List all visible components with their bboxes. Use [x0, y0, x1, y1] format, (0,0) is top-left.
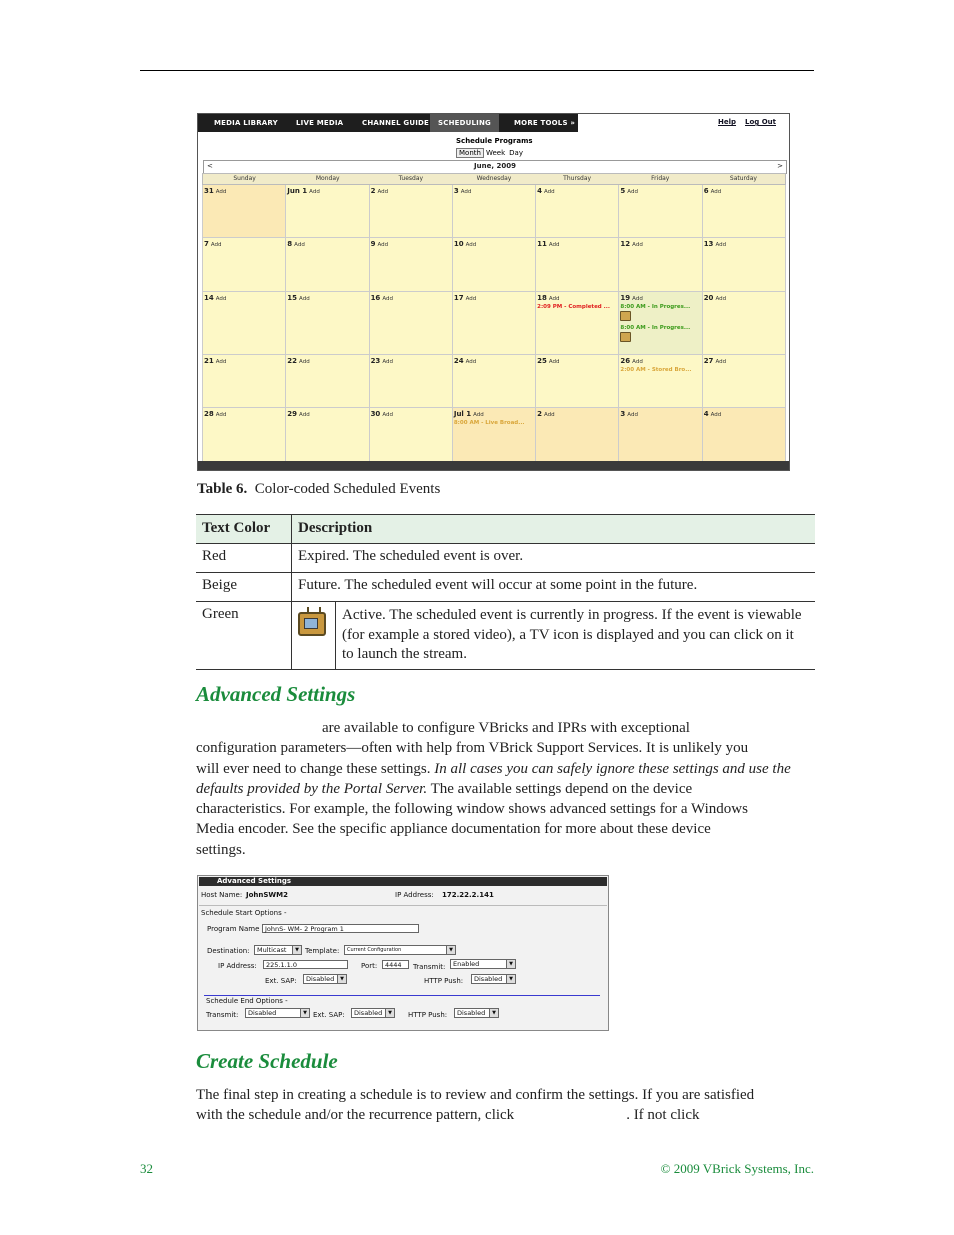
day-of-week-label: Monday	[315, 175, 340, 182]
add-event-link[interactable]: Add	[715, 296, 727, 302]
day-number: 18	[537, 294, 547, 302]
divider	[199, 905, 607, 906]
calendar-week-row	[202, 238, 786, 292]
footer-link[interactable]: Priority Alert	[698, 472, 740, 478]
add-event-link[interactable]: Add	[465, 296, 477, 302]
tv-icon	[298, 612, 326, 636]
calendar-day-cell[interactable]	[619, 238, 702, 292]
day-of-week-label: Saturday	[729, 175, 757, 182]
day-number: 6	[703, 187, 709, 195]
month-grid	[202, 173, 786, 464]
transmit-label: Transmit:	[413, 963, 446, 971]
calendar-day-cell[interactable]	[203, 408, 286, 464]
day-number: 13	[703, 240, 714, 248]
calendar-day-cell[interactable]	[619, 355, 702, 408]
view-week-button[interactable]: Week	[485, 149, 506, 157]
day-number: 2	[537, 410, 542, 418]
para-line: The final step in creating a schedule is to review and confirm the settings. If you are satisfied	[196, 1087, 755, 1103]
day-number: 30	[370, 410, 381, 418]
add-event-link[interactable]: Add	[215, 296, 227, 302]
scheduled-event[interactable]: 2:09 PM - Completed ...	[537, 304, 610, 310]
table-row	[196, 544, 815, 573]
chevron-down-icon: ▼	[292, 946, 301, 954]
host-name-label: Host Name:	[201, 891, 243, 899]
ip-address-label: IP Address:	[395, 891, 434, 899]
header-description: Description	[292, 515, 816, 544]
calendar-day-cell[interactable]	[703, 292, 786, 355]
day-of-week-header	[202, 173, 786, 185]
day-number: 4	[537, 187, 542, 195]
tv-icon-cell	[292, 602, 336, 670]
day-number: 19	[620, 294, 631, 302]
para-line	[196, 1105, 816, 1125]
link-separator: |	[741, 472, 744, 478]
add-event-link[interactable]: Add	[473, 412, 484, 418]
calendar-day-cell[interactable]	[370, 292, 453, 355]
end-transmit-label: Transmit:	[206, 1011, 239, 1019]
day-number: 4	[703, 410, 709, 418]
advanced-settings-paragraph	[196, 718, 816, 860]
view-day-button[interactable]: Day	[509, 149, 523, 157]
day-number: 25	[537, 357, 547, 365]
host-name-value: JohnSWM2	[246, 891, 288, 899]
calendar-day-cell[interactable]	[203, 355, 286, 408]
chevron-down-icon: ▼	[446, 946, 455, 954]
add-event-link[interactable]: Add	[377, 242, 389, 248]
day-number: Jul 1	[453, 410, 472, 418]
footer-link[interactable]: Help	[745, 472, 760, 478]
add-event-link[interactable]: Add	[627, 412, 638, 418]
calendar-day-cell[interactable]	[453, 238, 536, 292]
ip-address-input[interactable]: 225.1.1.0	[263, 960, 348, 969]
end-ext-sap-label: Ext. SAP:	[313, 1011, 345, 1019]
chevron-down-icon: ▼	[506, 960, 515, 968]
month-navigation	[203, 160, 787, 174]
logout-link[interactable]: Log Out	[745, 118, 776, 126]
end-options-label: Schedule End Options -	[206, 997, 288, 1005]
transmit-value: Enabled	[453, 960, 480, 968]
calendar-day-cell[interactable]	[203, 292, 286, 355]
calendar-day-cell[interactable]	[286, 408, 369, 464]
add-event-link[interactable]: Add	[548, 242, 560, 248]
day-number: 5	[620, 187, 626, 195]
footer-link[interactable]: Live Media	[407, 472, 441, 478]
section-divider	[204, 995, 600, 996]
calendar-day-cell[interactable]	[536, 185, 619, 238]
calendar-day-cell[interactable]	[453, 292, 536, 355]
calendar-day-cell[interactable]	[203, 238, 286, 292]
add-event-link[interactable]: Add	[382, 359, 393, 365]
advanced-settings-heading: Advanced Settings	[196, 682, 356, 706]
link-separator: |	[761, 472, 764, 478]
day-number: 10	[453, 240, 464, 248]
add-event-link[interactable]: Add	[715, 242, 727, 248]
day-number: 21	[204, 357, 214, 365]
para-text: The available settings depend on the device	[430, 780, 693, 797]
calendar-week-row	[202, 185, 786, 238]
calendar-day-cell[interactable]	[286, 355, 369, 408]
schedule-calendar-screenshot	[197, 113, 790, 478]
add-event-link[interactable]: Add	[215, 359, 227, 365]
create-schedule-paragraph	[196, 1085, 816, 1126]
add-event-link[interactable]: Add	[465, 359, 477, 365]
advanced-settings-screenshot	[197, 875, 609, 1031]
end-transmit-select[interactable]	[245, 1008, 310, 1018]
footer-link[interactable]: Create Presentation	[538, 472, 601, 478]
help-link[interactable]: Help	[718, 118, 737, 126]
tab-more-tools[interactable]: MORE TOOLS »	[514, 119, 576, 127]
ip-address-value: 172.22.2.141	[442, 891, 494, 899]
add-event-link[interactable]: Add	[215, 412, 227, 418]
add-event-link[interactable]: Add	[299, 359, 310, 365]
day-number: 24	[453, 357, 464, 365]
end-http-push-value: Disabled	[457, 1009, 486, 1017]
calendar-day-cell[interactable]	[536, 355, 619, 408]
add-event-link[interactable]: Add	[382, 412, 393, 418]
end-http-push-select[interactable]	[454, 1008, 499, 1018]
calendar-day-cell[interactable]	[370, 408, 453, 464]
calendar-day-cell[interactable]	[453, 185, 536, 238]
day-number: 12	[620, 240, 631, 248]
add-event-link[interactable]: Add	[710, 412, 722, 418]
link-separator: |	[493, 472, 496, 478]
end-http-push-label: HTTP Push:	[408, 1011, 448, 1019]
add-event-link[interactable]: Add	[299, 296, 310, 302]
link-separator: |	[668, 472, 671, 478]
chevron-down-icon: ▼	[300, 1009, 309, 1017]
calendar-day-cell[interactable]	[619, 185, 702, 238]
end-transmit-value: Disabled	[248, 1009, 277, 1017]
add-event-link[interactable]: Add	[544, 412, 555, 418]
advanced-settings-titlebar: Advanced Settings	[199, 877, 607, 886]
day-number: 31	[204, 187, 214, 195]
calendar-day-cell[interactable]	[370, 238, 453, 292]
header-text-color: Text Color	[196, 515, 292, 544]
para-text: will ever need to change these settings.	[196, 760, 431, 777]
day-number: 2	[370, 187, 376, 195]
link-separator: |	[631, 472, 634, 478]
add-event-link[interactable]: Add	[632, 296, 643, 302]
calendar-day-cell[interactable]	[703, 408, 786, 464]
destination-value: Multicast	[257, 946, 287, 954]
day-number: 26	[620, 357, 631, 365]
prev-month-button[interactable]: <	[207, 162, 213, 170]
day-of-week-label: Friday	[651, 175, 670, 182]
add-event-link[interactable]: Add	[309, 189, 320, 195]
calendar-day-cell[interactable]	[286, 292, 369, 355]
add-event-link[interactable]: Add	[544, 189, 555, 195]
calendar-week-row	[202, 408, 786, 464]
calendar-day-cell[interactable]	[703, 238, 786, 292]
port-input[interactable]: 4444	[382, 960, 409, 969]
para-line: Media encoder. See the specific appliance documentation for more about these device	[196, 821, 711, 838]
month-label: June, 2009	[474, 162, 516, 170]
calendar-day-cell[interactable]	[286, 238, 369, 292]
http-push-value: Disabled	[474, 975, 503, 983]
footer-link[interactable]: Add Video	[635, 472, 667, 478]
calendar-day-cell[interactable]	[370, 355, 453, 408]
ip-label: IP Address:	[218, 962, 257, 970]
footer-link[interactable]: Playlist	[606, 472, 630, 478]
para-line	[196, 759, 816, 779]
http-push-label: HTTP Push:	[424, 977, 464, 985]
add-event-link[interactable]: Add	[460, 189, 472, 195]
day-of-week-label: Thursday	[563, 175, 592, 182]
schedule-programs-title: Schedule Programs	[456, 137, 533, 145]
calendar-day-cell[interactable]	[453, 408, 536, 464]
add-event-link[interactable]: Add	[299, 412, 310, 418]
scheduled-event[interactable]: 2:00 AM - Stored Bro...	[620, 367, 692, 373]
chevron-down-icon: ▼	[489, 1009, 498, 1017]
add-event-link[interactable]: Add	[210, 242, 222, 248]
tv-icon[interactable]	[620, 311, 631, 321]
day-number: 8	[287, 240, 293, 248]
day-number: 23	[370, 357, 381, 365]
calendar-day-cell[interactable]	[370, 185, 453, 238]
end-ext-sap-select[interactable]	[351, 1008, 395, 1018]
top-nav-bar	[198, 114, 789, 132]
row-color: Red	[196, 544, 292, 573]
chevron-down-icon: ▼	[337, 975, 346, 983]
day-number: 20	[703, 294, 714, 302]
para-line: configuration parameters—often with help from VBrick Support Services. It is unlikely you	[196, 740, 749, 757]
add-event-link[interactable]: Add	[548, 359, 560, 365]
add-event-link[interactable]: Add	[548, 296, 560, 302]
day-number: 16	[370, 294, 381, 302]
calendar-day-cell[interactable]	[286, 185, 369, 238]
copyright: © 2009 VBrick Systems, Inc.	[660, 1161, 814, 1176]
day-number: Jun 1	[287, 187, 308, 195]
row-description: Active. The scheduled event is currently in progress. If the event is viewable (for example a stored video), a TV icon is displayed and you can click on it to launch the stream.	[336, 602, 816, 670]
add-event-link[interactable]: Add	[632, 359, 643, 365]
link-separator: |	[403, 472, 406, 478]
para-line: settings.	[196, 841, 246, 858]
scheduled-event[interactable]: 8:00 AM - In Progres...	[620, 325, 691, 331]
day-number: 22	[287, 357, 298, 365]
calendar-day-cell[interactable]	[619, 408, 702, 464]
day-number: 3	[453, 187, 459, 195]
table-caption	[197, 481, 440, 498]
destination-select[interactable]	[254, 945, 302, 955]
day-of-week-label: Sunday	[233, 175, 256, 182]
color-coded-events-table	[196, 514, 815, 670]
ext-sap-label: Ext. SAP:	[265, 977, 297, 985]
add-event-link[interactable]: Add	[465, 242, 477, 248]
calendar-day-cell[interactable]	[536, 292, 619, 355]
tab-channel-guide[interactable]: CHANNEL GUIDE	[362, 119, 430, 127]
tab-media-library[interactable]: MEDIA LIBRARY	[214, 119, 278, 127]
calendar-day-cell[interactable]	[703, 355, 786, 408]
para-text: . If not click	[626, 1107, 700, 1124]
end-ext-sap-value: Disabled	[354, 1009, 383, 1017]
destination-label: Destination:	[207, 947, 250, 955]
calendar-day-cell[interactable]	[619, 292, 702, 355]
ext-sap-select[interactable]	[303, 974, 347, 984]
day-number: 14	[204, 294, 214, 302]
tab-scheduling[interactable]: SCHEDULING	[430, 114, 499, 132]
day-number: 3	[620, 410, 626, 418]
day-number: 7	[204, 240, 209, 248]
chevron-down-icon: ▼	[385, 1009, 394, 1017]
table-row	[196, 573, 815, 602]
day-of-week-label: Tuesday	[398, 175, 424, 182]
row-description: Future. The scheduled event will occur at some point in the future.	[292, 573, 816, 602]
port-label: Port:	[361, 962, 378, 970]
calendar-week-row	[202, 355, 786, 408]
page-number: 32	[140, 1161, 153, 1176]
calendar-day-cell[interactable]	[703, 185, 786, 238]
table-caption-text: Color-coded Scheduled Events	[254, 481, 441, 497]
start-options-label: Schedule Start Options -	[201, 909, 287, 917]
template-value: Current Configuration	[347, 947, 402, 953]
footer-link[interactable]: Channel Guide	[446, 472, 492, 478]
nav-right-area	[578, 114, 789, 132]
add-event-link[interactable]: Add	[377, 189, 389, 195]
day-number: 17	[453, 294, 464, 302]
table-row	[196, 602, 815, 670]
calendar-day-cell[interactable]	[453, 355, 536, 408]
link-separator: |	[694, 472, 697, 478]
table-caption-label: Table 6.	[197, 481, 248, 497]
para-line: characteristics. For example, the following window shows advanced settings for a Windows	[196, 801, 748, 818]
add-event-link[interactable]: Add	[632, 242, 643, 248]
next-month-button[interactable]: >	[777, 162, 783, 170]
day-number: 28	[204, 410, 214, 418]
day-number: 9	[370, 240, 376, 248]
day-number: 11	[537, 240, 547, 248]
chevron-down-icon: ▼	[506, 975, 515, 983]
add-event-link[interactable]: Add	[710, 189, 722, 195]
view-month-button[interactable]: Month	[456, 148, 484, 158]
para-line	[196, 779, 816, 799]
calendar-day-cell[interactable]	[536, 238, 619, 292]
footer-links-bar	[198, 461, 789, 478]
para-text: with the schedule and/or the recurrence pattern, click	[196, 1107, 515, 1124]
link-separator: |	[442, 472, 445, 478]
row-description: Expired. The scheduled event is over.	[292, 544, 816, 573]
template-select[interactable]	[344, 945, 456, 955]
row-color: Beige	[196, 573, 292, 602]
calendar-week-row	[202, 292, 786, 355]
view-switcher	[456, 148, 525, 158]
footer-link[interactable]: Scheduling	[497, 472, 533, 478]
ext-sap-value: Disabled	[306, 975, 335, 983]
row-color: Green	[196, 602, 292, 670]
add-event-link[interactable]: Add	[715, 359, 727, 365]
add-event-link[interactable]: Add	[382, 296, 393, 302]
day-number: 15	[287, 294, 298, 302]
program-name-label: Program Name	[207, 925, 260, 933]
day-of-week-label: Wednesday	[476, 175, 512, 182]
day-number: 27	[703, 357, 714, 365]
footer-link[interactable]: Status	[672, 472, 693, 478]
link-separator: |	[534, 472, 537, 478]
transmit-select[interactable]	[450, 959, 516, 969]
create-schedule-heading: Create Schedule	[196, 1049, 338, 1073]
scheduled-event[interactable]: 8:00 AM - Live Broad...	[453, 420, 525, 426]
add-event-link[interactable]: Add	[215, 189, 227, 195]
calendar-day-cell[interactable]	[536, 408, 619, 464]
template-label: Template:	[305, 947, 340, 955]
add-event-link[interactable]: Add	[627, 189, 638, 195]
footer-link[interactable]: Logout	[765, 472, 787, 478]
table-header-row	[196, 515, 815, 544]
para-italic: defaults provided by the Portal Server.	[196, 780, 428, 797]
footer-link[interactable]: Media Library	[358, 472, 402, 478]
day-number: 29	[287, 410, 298, 418]
link-separator: |	[602, 472, 605, 478]
program-name-input[interactable]: JohnS- WM- 2 Program 1	[262, 924, 419, 933]
para-italic: In all cases you can safely ignore these settings and use the	[434, 760, 791, 777]
http-push-select[interactable]	[471, 974, 516, 984]
calendar-day-cell[interactable]	[203, 185, 286, 238]
para-line: are available to configure VBricks and IPRs with exceptional	[322, 720, 690, 736]
add-event-link[interactable]: Add	[294, 242, 305, 248]
tab-live-media[interactable]: LIVE MEDIA	[296, 119, 344, 127]
scheduled-event[interactable]: 8:00 AM - In Progres...	[620, 304, 691, 310]
tv-icon[interactable]	[620, 332, 631, 342]
header-rule	[140, 70, 814, 71]
